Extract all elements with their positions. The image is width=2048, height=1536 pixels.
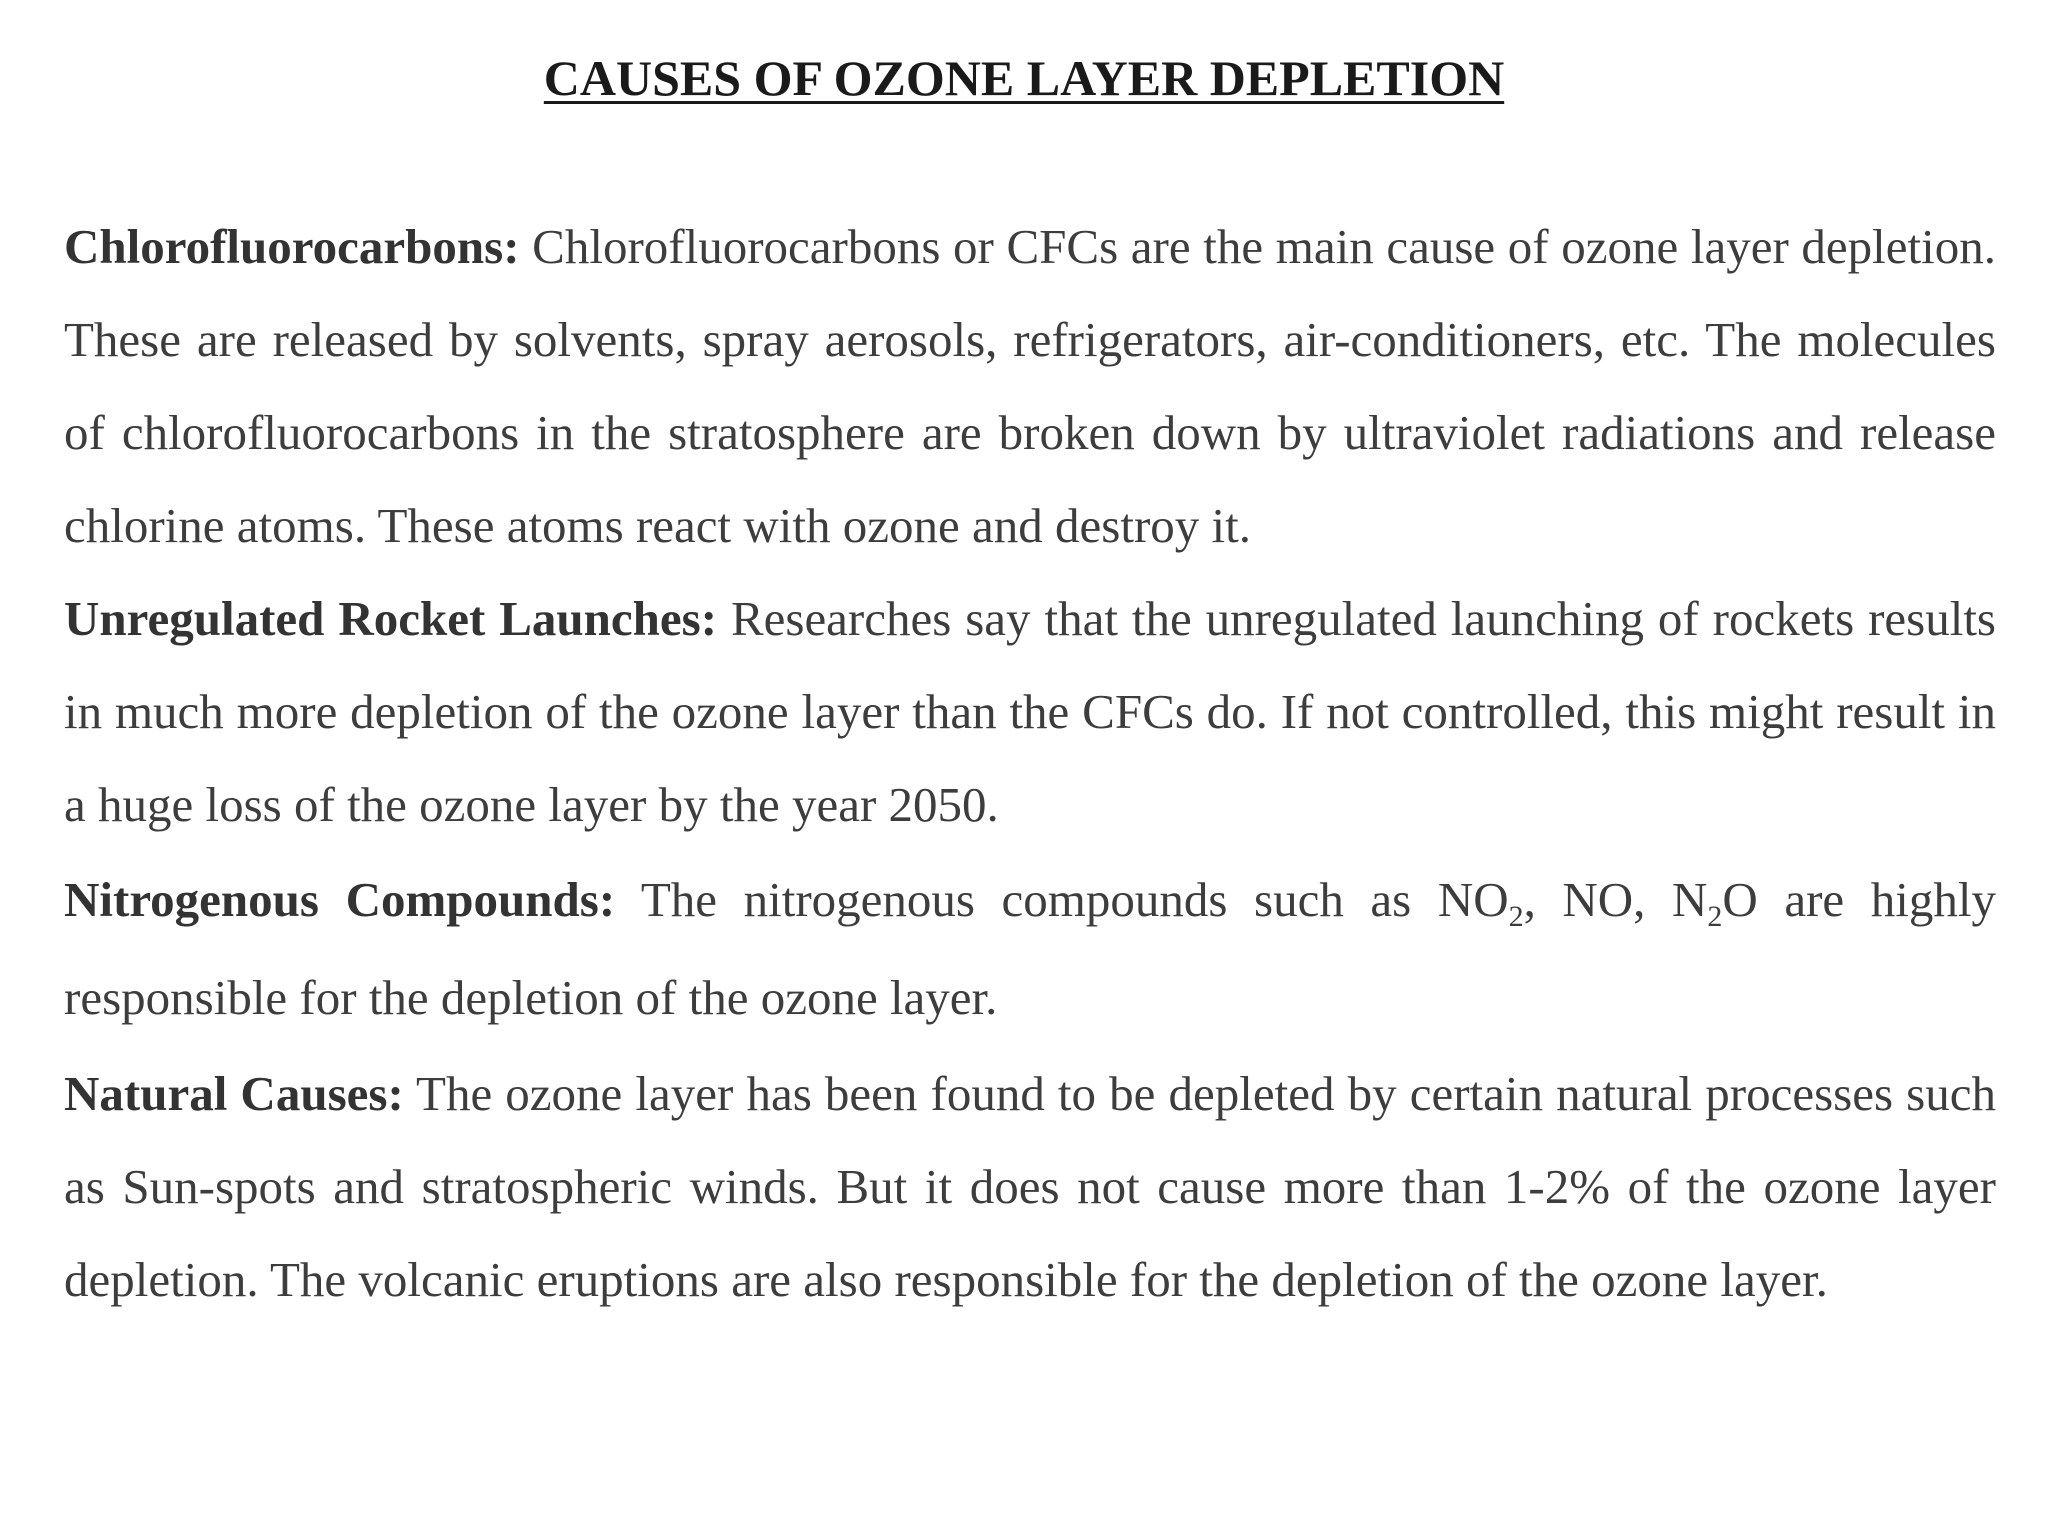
subscript: 2	[1508, 900, 1524, 933]
section-nitrogenous-compounds	[64, 851, 1996, 1047]
section-text: Researches say that the unregulated launching of rockets results in much more depletion of the ozone layer than the CFCs do. If not controlled, this might result in a huge loss of the ozone layer by the year 2050.	[64, 591, 1996, 832]
section-text: , NO, N	[1523, 872, 1708, 927]
section-text: The ozone layer has been found to be depleted by certain natural processes such as Sun-spots and stratospheric winds. But it does not cause more than 1-2% of the ozone layer depletion. The volcanic eruptions are also responsible for the depletion of the ozone layer.	[64, 1066, 1996, 1307]
section-heading: Natural Causes:	[64, 1066, 404, 1121]
section-text: The nitrogenous compounds such as NO	[615, 872, 1509, 927]
section-heading: Chlorofluorocarbons:	[64, 219, 520, 274]
section-natural-causes	[64, 1047, 1996, 1326]
section-heading: Unregulated Rocket Launches:	[64, 591, 718, 646]
document-body	[64, 200, 1996, 1326]
section-rocket-launches	[64, 572, 1996, 851]
section-text: Chlorofluorocarbons or CFCs are the main cause of ozone layer depletion. These are released by solvents, spray aerosols, refrigerators, air-conditioners, etc. The molecules of chlorofluorocarbons in the stratosphere are broken down by ultraviolet radiations and release chlorine atoms. These atoms react with ozone and destroy it.	[64, 219, 1996, 553]
section-chlorofluorocarbons	[64, 200, 1996, 572]
section-text: O are highly responsible for the depletion of the ozone layer.	[64, 872, 1996, 1025]
section-heading: Nitrogenous Compounds:	[64, 872, 616, 927]
subscript: 2	[1707, 900, 1723, 933]
page-title	[0, 48, 2048, 108]
page-title-text: CAUSES OF OZONE LAYER DEPLETION	[543, 50, 1505, 106]
